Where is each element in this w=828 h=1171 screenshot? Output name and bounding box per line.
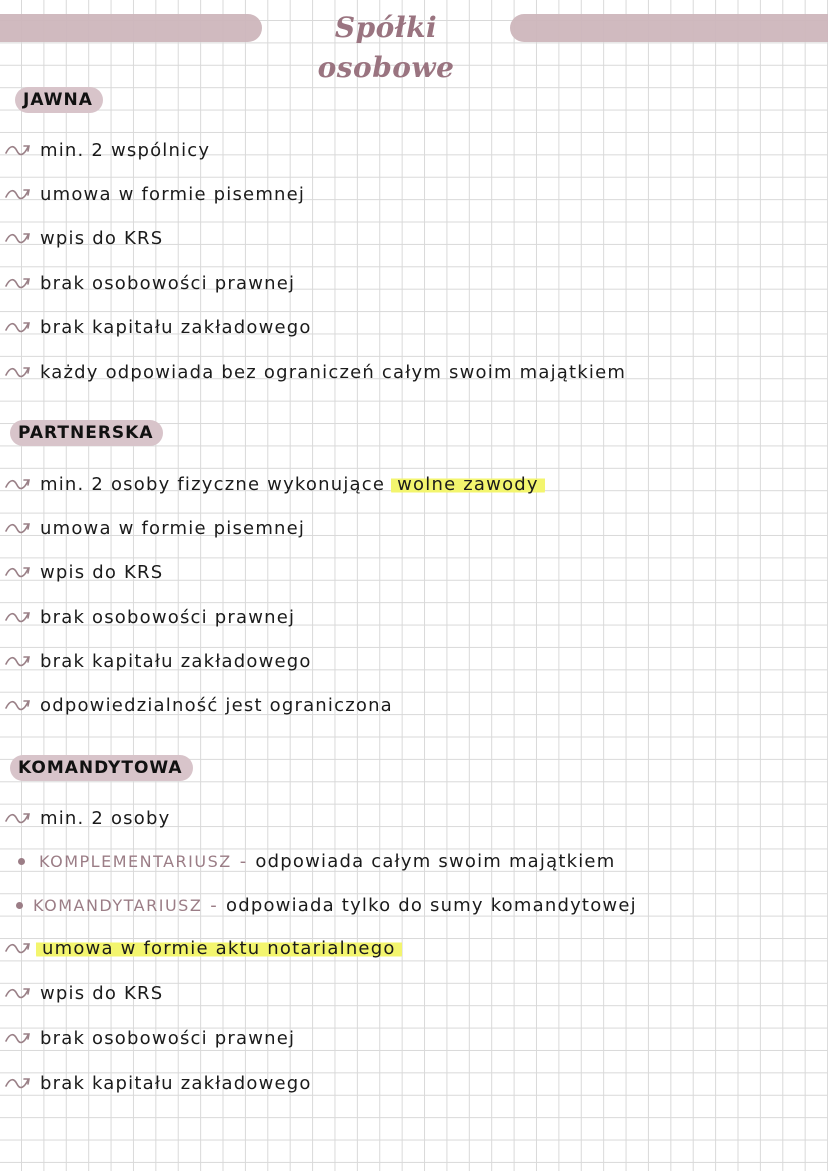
highlighted-text: umowa w formie aktu notarialnego	[36, 938, 402, 959]
list-item	[4, 1068, 312, 1098]
list-item	[4, 690, 393, 720]
sub-list-item	[4, 846, 615, 876]
list-item	[4, 557, 163, 587]
squiggle-arrow-icon	[4, 364, 34, 380]
item-text: min. 2 wspólnicy	[40, 139, 211, 161]
section-heading-partnerska: PARTNERSKA	[10, 420, 163, 446]
squiggle-arrow-icon	[4, 609, 34, 625]
list-item	[4, 978, 163, 1008]
list-item	[4, 803, 170, 833]
dash: -	[210, 894, 218, 916]
item-text: wpis do KRS	[40, 227, 164, 249]
squiggle-arrow-icon	[4, 275, 34, 291]
squiggle-arrow-icon	[4, 142, 34, 158]
squiggle-arrow-icon	[4, 940, 34, 956]
list-item	[4, 135, 210, 165]
squiggle-arrow-icon	[4, 810, 34, 826]
squiggle-arrow-icon	[4, 230, 34, 246]
squiggle-arrow-icon	[4, 1075, 34, 1091]
item-text: każdy odpowiada bez ograniczeń całym swoim majątkiem	[40, 361, 627, 383]
title-banner-right-bar	[510, 14, 828, 42]
list-item	[4, 646, 312, 676]
item-text: brak kapitału zakładowego	[40, 650, 312, 672]
item-text: brak osobowości prawnej	[40, 272, 296, 294]
squiggle-arrow-icon	[4, 520, 34, 536]
item-text: umowa w formie pisemnej	[40, 183, 306, 205]
item-text: odpowiedzialność jest ograniczona	[40, 694, 393, 716]
page-title: Spółki osobowe	[317, 11, 455, 84]
squiggle-arrow-icon	[4, 186, 34, 202]
dot-icon	[18, 858, 25, 865]
dash: -	[239, 850, 248, 872]
squiggle-arrow-icon	[4, 564, 34, 580]
item-text: min. 2 osoby fizyczne wykonujące	[40, 473, 386, 495]
item-text: min. 2 osoby	[40, 807, 171, 829]
list-item	[4, 513, 305, 543]
item-text: umowa w formie pisemnej	[40, 517, 306, 539]
term-label: KOMPLEMENTARIUSZ	[39, 851, 232, 871]
list-item	[4, 223, 163, 253]
list-item	[4, 268, 295, 298]
dot-icon	[16, 902, 23, 909]
title-banner-left-bar	[0, 14, 262, 42]
list-item	[4, 357, 626, 387]
item-text: brak kapitału zakładowego	[40, 316, 312, 338]
list-item	[4, 179, 305, 209]
item-text: brak osobowości prawnej	[40, 606, 296, 628]
squiggle-arrow-icon	[4, 653, 34, 669]
squiggle-arrow-icon	[4, 1030, 34, 1046]
squiggle-arrow-icon	[4, 697, 34, 713]
sub-list-item	[4, 890, 637, 920]
term-label: KOMANDYTARIUSZ	[33, 895, 203, 915]
item-text: brak osobowości prawnej	[40, 1027, 296, 1049]
list-item	[4, 469, 545, 499]
list-item	[4, 602, 295, 632]
section-heading-jawna: JAWNA	[15, 87, 103, 113]
squiggle-arrow-icon	[4, 985, 34, 1001]
highlighted-text: wolne zawody	[391, 474, 545, 495]
item-text: wpis do KRS	[40, 982, 164, 1004]
squiggle-arrow-icon	[4, 476, 34, 492]
list-item	[4, 312, 312, 342]
item-text: wpis do KRS	[40, 561, 164, 583]
item-text: brak kapitału zakładowego	[40, 1072, 312, 1094]
section-heading-komandytowa: KOMANDYTOWA	[10, 755, 193, 781]
item-text: odpowiada całym swoim majątkiem	[255, 850, 616, 872]
list-item	[4, 1023, 295, 1053]
list-item	[4, 933, 402, 963]
squiggle-arrow-icon	[4, 319, 34, 335]
item-text: odpowiada tylko do sumy komandytowej	[226, 894, 637, 916]
